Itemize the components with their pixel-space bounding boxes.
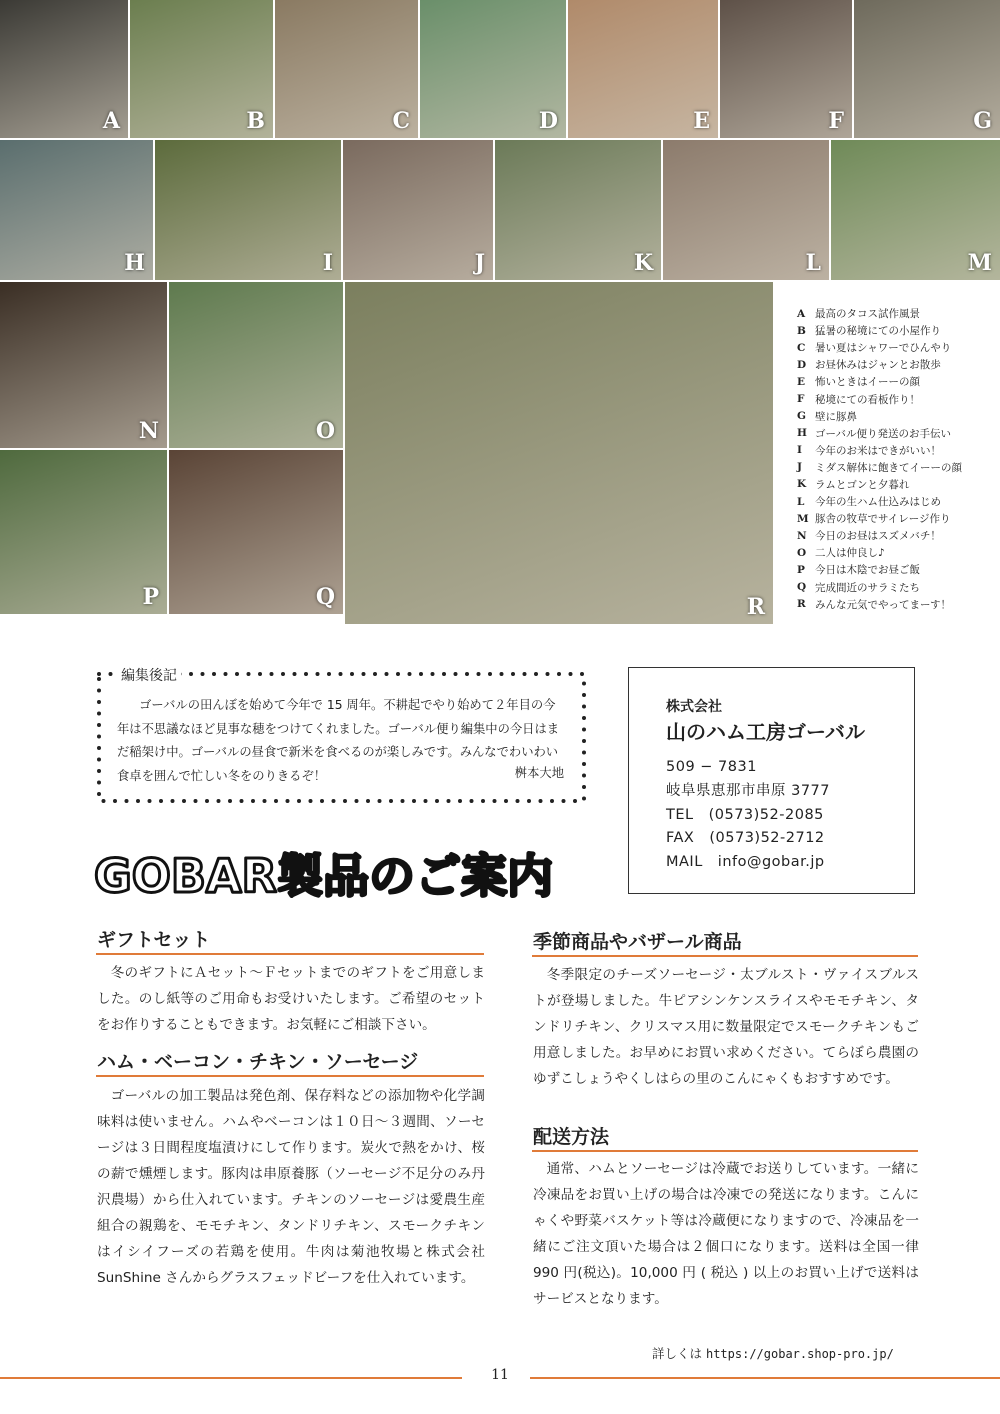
photo-b-letter: B <box>246 108 265 134</box>
shop-link-url[interactable]: https://gobar.shop-pro.jp/ <box>705 1347 894 1361</box>
brand-heading-text: GOBAR製品のご案内 <box>94 849 553 903</box>
page-number: 11 <box>491 1367 509 1383</box>
footer-rule-left <box>0 1377 462 1379</box>
photo-c <box>275 0 418 138</box>
caption-item <box>797 390 997 407</box>
footer-rule-right <box>530 1377 1000 1379</box>
company-postal: 509 − 7831 <box>666 759 757 775</box>
gift-title: ギフトセット <box>97 929 211 951</box>
photo-j-image <box>343 140 493 280</box>
shop-link-prefix: 詳しくは <box>652 1346 706 1361</box>
caption-letter: E <box>797 375 806 388</box>
photo-k-letter: K <box>633 250 653 276</box>
photo-d <box>420 0 566 138</box>
ham-rule <box>96 1075 484 1077</box>
photo-captions <box>797 305 997 613</box>
caption-item <box>797 322 997 339</box>
caption-text: 怖いときはイーーの顔 <box>815 376 920 389</box>
photo-j-letter: J <box>474 250 485 276</box>
photo-p-letter: P <box>142 584 159 610</box>
photo-g-letter: G <box>973 108 992 134</box>
caption-letter: Q <box>797 581 807 594</box>
caption-item <box>797 561 997 578</box>
caption-letter: A <box>797 307 806 320</box>
caption-item <box>797 510 997 527</box>
seasonal-rule <box>532 955 918 957</box>
brand-heading-lettering <box>92 840 553 910</box>
shop-link[interactable] <box>652 1344 894 1362</box>
seasonal-title: 季節商品やバザール商品 <box>533 931 742 953</box>
caption-letter: G <box>797 410 806 423</box>
photo-f-letter: F <box>828 108 844 134</box>
caption-letter: L <box>797 495 805 508</box>
company-contact <box>666 756 830 875</box>
editor-body: ゴーバルの田んぼを始めて今年で 15 周年。不耕起でやり始めて２年目の今年は不思議なほど見事な穂をつけてくれました。ゴーバル便り編集中の今日はまだ稲架け中。ゴーバルの昼食で新米を食べるのが楽しみです。みんなでわいわい食卓を囲んで忙しい冬をのりきるぞ！ <box>117 698 560 783</box>
caption-letter: O <box>797 546 807 559</box>
caption-item <box>797 305 997 322</box>
brand-heading <box>92 840 553 914</box>
caption-text: ゴーバル便り発送のお手伝い <box>815 427 951 440</box>
photo-l <box>663 140 829 280</box>
photo-r-image <box>345 282 773 624</box>
caption-text: 今年のお米はできがいい！ <box>815 444 941 457</box>
photo-l-image <box>663 140 829 280</box>
shipping-title: 配送方法 <box>533 1126 610 1148</box>
photo-e <box>568 0 718 138</box>
photo-o <box>169 282 343 448</box>
caption-letter: C <box>797 341 806 354</box>
caption-text: ラムとゴンと夕暮れ <box>815 478 910 491</box>
caption-text: 最高のタコス試作風景 <box>815 308 920 321</box>
caption-text: 今日は木陰でお昼ご飯 <box>815 564 920 577</box>
company-address: 岐阜県恵那市串原 3777 <box>666 782 831 799</box>
caption-item <box>797 459 997 476</box>
caption-item <box>797 544 997 561</box>
company-name: 山のハム工房ゴーバル <box>666 720 865 744</box>
ham-title: ハム・ベーコン・チキン・ソーセージ <box>97 1051 419 1073</box>
caption-text: 今年の生ハム仕込みはじめ <box>815 496 941 509</box>
photo-a-letter: A <box>102 108 120 134</box>
caption-letter: J <box>797 461 802 474</box>
caption-item <box>797 373 997 390</box>
caption-text: 完成間近のサラミたち <box>815 581 920 594</box>
photo-o-letter: O <box>315 418 335 444</box>
caption-letter: I <box>797 444 802 457</box>
caption-letter: K <box>797 478 807 491</box>
caption-text: みんな元気でやってまーす！ <box>815 598 951 611</box>
photo-d-letter: D <box>538 108 558 134</box>
caption-item <box>797 476 997 493</box>
photo-g <box>854 0 1000 138</box>
company-tel: TEL (0573)52-2085 <box>666 806 824 823</box>
caption-letter: N <box>797 529 807 542</box>
photo-p <box>0 450 167 614</box>
caption-item <box>797 408 997 425</box>
shipping-rule <box>532 1150 918 1152</box>
caption-text: 暑い夏はシャワーでひんやり <box>815 342 952 355</box>
ham-body: ゴーバルの加工製品は発色剤、保存料などの添加物や化学調味料は使いません。ハムやベーコンは１０日〜３週間、ソーセージは３日間程度塩漬けにして作ります。炭火で熱をかけ、桜の薪で燻煙します。豚肉は串原養豚（ソーセージ不足分のみ丹沢農場）から仕入れています。チキンのソーセージは愛農生産組合の親鶏を、モモチキン、タンドリチキン、スモークチキンはイシイフーズの若鶏を使用。牛肉は菊池牧場と株式会社 SunShine さんからグラスフェッドビーフを仕入れています。 <box>97 1088 485 1286</box>
photo-a <box>0 0 128 138</box>
photo-k <box>495 140 661 280</box>
caption-text: ミダス解体に飽きてイーーの顔 <box>815 461 962 474</box>
caption-item <box>797 425 997 442</box>
editor-title: 編集後記 <box>117 665 181 685</box>
caption-letter: D <box>797 358 807 371</box>
caption-item <box>797 493 997 510</box>
caption-item <box>797 442 997 459</box>
photo-j <box>343 140 493 280</box>
caption-text: 今日のお昼はスズメバチ！ <box>815 530 941 543</box>
photo-i-letter: I <box>322 250 333 276</box>
photo-q-letter: Q <box>315 584 335 610</box>
photo-h-letter: H <box>124 250 145 276</box>
shipping-body: 通常、ハムとソーセージは冷蔵でお送りしています。一緒に冷凍品をお買い上げの場合は冷凍での発送になります。こんにゃくや野菜バスケット等は冷蔵便になりますので、冷凍品を一緒にご注文頂いた場合は２個口になります。送料は全国一律 990 円(税込)。10,000 円 ( 税込 ) 以上のお買い上げで送料はサービスとなります。 <box>533 1161 919 1307</box>
caption-text: 秘境にての看板作り！ <box>815 393 920 406</box>
photo-m <box>831 140 1000 280</box>
caption-text: 猛暑の秘境にての小屋作り <box>815 325 941 338</box>
caption-item <box>797 527 997 544</box>
gift-body: 冬のギフトにＡセット〜Ｆセットまでのギフトをご用意しました。のし紙等のご用命もお受けいたします。ご希望のセットをお作りすることもできます。お気軽にご相談下さい。 <box>97 965 485 1033</box>
photo-f <box>720 0 852 138</box>
photo-q <box>169 450 343 614</box>
caption-letter: H <box>797 427 807 440</box>
caption-item <box>797 596 997 613</box>
caption-item <box>797 579 997 596</box>
caption-letter: R <box>797 598 806 611</box>
caption-letter: B <box>797 324 806 337</box>
seasonal-body: 冬季限定のチーズソーセージ・太ブルスト・ヴァイスブルストが登場しました。牛ピアシンケンスライスやモモチキン、タンドリチキン、クリスマス用に数量限定でスモークチキンもご用意しました。お早めにお買い求めください。てらぼら農園のゆずこしょうやくしはらの里のこんにゃくもおすすめです。 <box>533 967 919 1087</box>
photo-e-letter: E <box>693 108 710 134</box>
caption-letter: P <box>797 563 805 576</box>
editor-signature: 桝本大地 <box>514 766 564 780</box>
photo-m-letter: M <box>967 250 992 276</box>
photo-i <box>155 140 341 280</box>
photo-r <box>345 282 773 624</box>
photo-n-letter: N <box>138 418 159 444</box>
caption-text: お昼休みはジャンとお散歩 <box>815 359 941 372</box>
company-mail[interactable]: MAIL info@gobar.jp <box>666 854 825 871</box>
caption-item <box>797 339 997 356</box>
editor-note <box>95 668 588 805</box>
caption-letter: M <box>797 512 809 525</box>
company-info <box>628 667 915 894</box>
caption-item <box>797 356 997 373</box>
photo-l-letter: L <box>805 250 821 276</box>
caption-letter: F <box>797 393 805 406</box>
company-fax: FAX (0573)52-2712 <box>666 830 825 847</box>
photo-i-image <box>155 140 341 280</box>
photo-h <box>0 140 153 280</box>
company-type: 株式会社 <box>666 699 722 715</box>
photo-c-letter: C <box>392 108 410 134</box>
photo-n <box>0 282 167 448</box>
caption-text: 二人は仲良し♪ <box>815 547 885 560</box>
photo-r-letter: R <box>746 594 765 620</box>
caption-text: 豚舎の牧草でサイレージ作り <box>815 513 951 526</box>
gift-rule <box>96 953 484 955</box>
caption-text: 壁に豚鼻 <box>815 410 857 423</box>
photo-b <box>130 0 273 138</box>
